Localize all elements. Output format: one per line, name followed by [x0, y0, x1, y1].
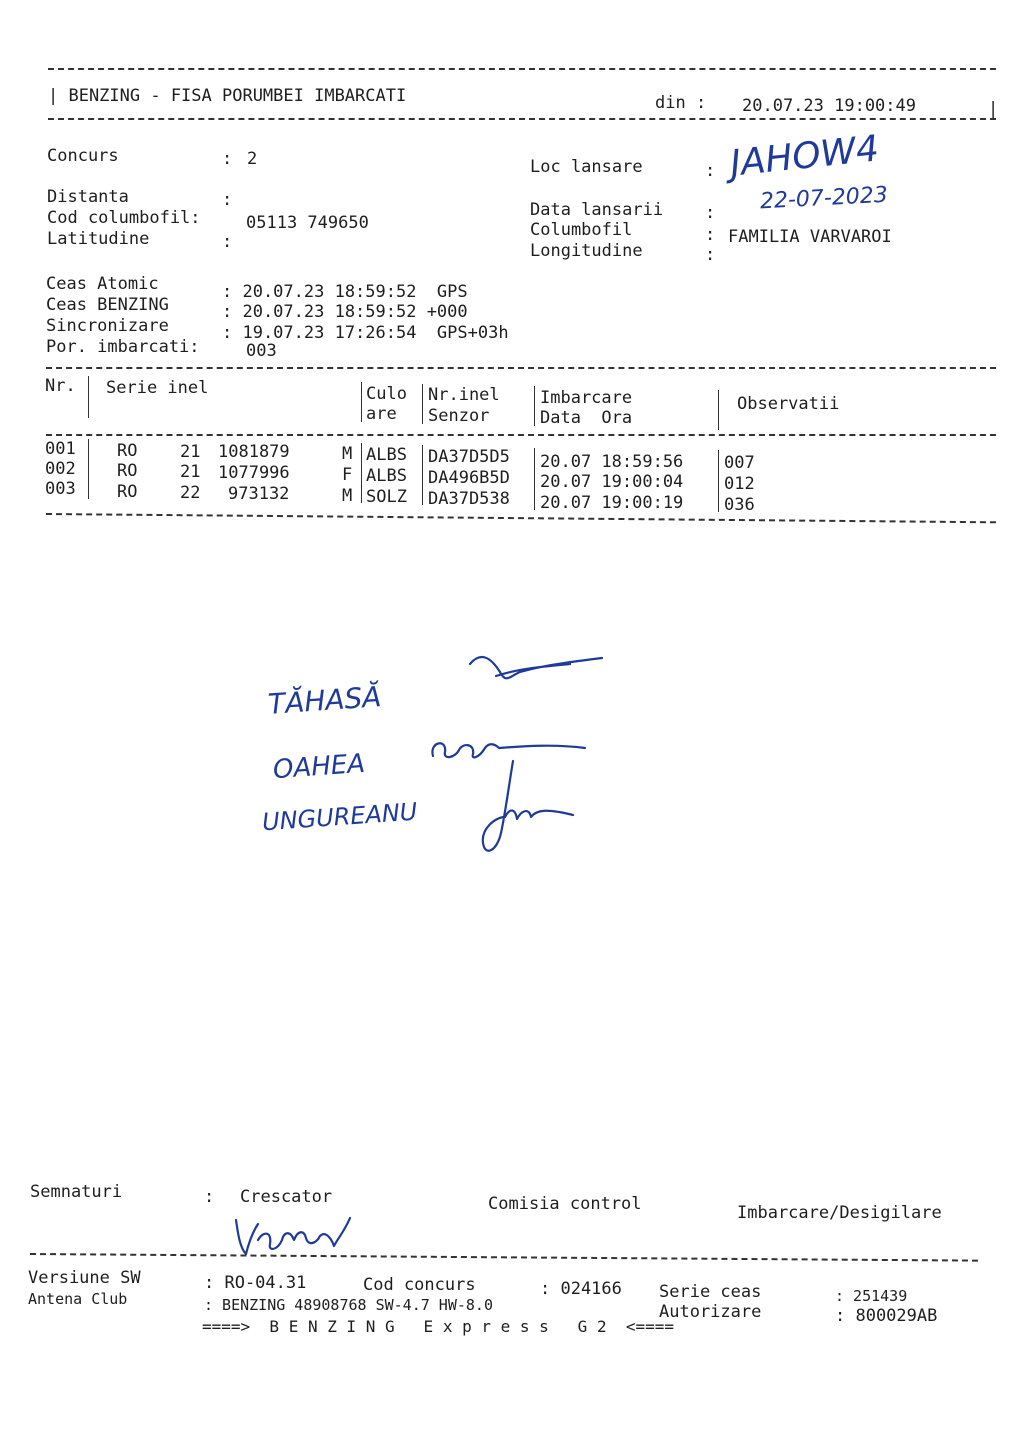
col-separator [88, 376, 89, 418]
concurs-sep: : [222, 149, 233, 169]
imbarcare-desigilare-label: Imbarcare/Desigilare [737, 1203, 942, 1223]
longitudine-label: Longitudine [530, 241, 643, 261]
col-separator [534, 386, 535, 426]
row-sex: F [342, 465, 353, 485]
distanta-sep: : [222, 190, 233, 210]
document-title: | BENZING - FISA PORUMBEI IMBARCATI [48, 86, 407, 106]
row-an: 21 [180, 442, 201, 462]
antena-club-label: Antena Club [28, 1290, 128, 1308]
cod-columbofil-value: 05113 749650 [246, 213, 369, 233]
sincronizare-value: : 19.07.23 17:26:54 GPS+03h [222, 323, 509, 343]
row-an: 21 [180, 462, 201, 482]
col-header-data-ora: Data Ora [540, 408, 633, 428]
row-separator [534, 448, 535, 510]
columbofil-sep: : [705, 225, 716, 245]
row-obs: 012 [724, 474, 755, 494]
row-tara: RO [117, 482, 138, 502]
comisia-control-label: Comisia control [488, 1194, 642, 1214]
row-tara: RO [117, 441, 138, 461]
row-data-ora: 20.07 19:00:19 [540, 493, 684, 513]
data-lansarii-sep: : [705, 203, 716, 223]
col-header-observatii: Observatii [737, 394, 840, 414]
col-header-nr-inel-1: Nr.inel [428, 385, 500, 405]
row-culoare: SOLZ [366, 487, 407, 507]
columbofil-value: FAMILIA VARVAROI [728, 227, 892, 247]
semnaturi-sep: : [204, 1187, 215, 1207]
concurs-label: Concurs [47, 146, 119, 166]
row-inel: 973132 [228, 484, 290, 504]
concurs-value: 2 [247, 149, 258, 169]
serie-ceas-value: : 251439 [835, 1287, 908, 1305]
row-separator [718, 450, 719, 512]
cod-concurs-value: : 024166 [540, 1279, 622, 1299]
row-tara: RO [117, 461, 138, 481]
distanta-label: Distanta [47, 187, 129, 207]
row-an: 22 [180, 483, 201, 503]
row-data-ora: 20.07 19:00:04 [540, 472, 684, 492]
col-separator [718, 390, 719, 430]
benzing-express-banner: ====> B E N Z I N G E x p r e s s G 2 <==== [202, 1317, 675, 1336]
din-label: din : [655, 93, 707, 113]
signature-1-icon [460, 650, 610, 690]
row-obs: 007 [724, 453, 755, 473]
ceas-atomic-value: : 20.07.23 18:59:52 GPS [222, 282, 468, 302]
autorizare-label: Autorizare [659, 1302, 762, 1322]
col-header-imbarcare: Imbarcare [540, 388, 633, 408]
ceas-benzing-value: : 20.07.23 18:59:52 +000 [222, 302, 468, 322]
signature-3-icon [465, 755, 580, 860]
sincronizare-label: Sincronizare [46, 316, 169, 336]
longitudine-sep: : [705, 245, 716, 265]
loc-lansare-sep: : [705, 161, 716, 181]
col-header-nr: Nr. [45, 376, 76, 396]
handwritten-name: UNGUREANU [261, 797, 419, 837]
antena-club-value: : BENZING 48908768 SW-4.7 HW-8.0 [204, 1296, 493, 1314]
header-right-bar: | [988, 99, 999, 119]
row-separator [361, 443, 362, 503]
row-culoare: ALBS [366, 445, 407, 465]
crescator-label: Crescator [240, 1187, 333, 1207]
row-senzor: DA37D538 [428, 489, 510, 509]
versiune-sw-label: Versiune SW [28, 1268, 141, 1288]
row-culoare: ALBS [366, 466, 407, 486]
row-nr: 001 [45, 439, 76, 459]
row-senzor: DA37D5D5 [428, 447, 510, 467]
columbofil-label: Columbofil [530, 220, 633, 240]
handwritten-name: OAHEA [272, 748, 366, 786]
data-lansarii-handwritten: 22-07-2023 [759, 182, 889, 215]
versiune-sw-value: : RO-04.31 [204, 1273, 307, 1293]
data-lansarii-label: Data lansarii [530, 200, 664, 220]
table-header-rule [46, 434, 996, 436]
header-top-rule [48, 68, 996, 70]
col-header-culoare-1: Culo [366, 384, 407, 404]
row-data-ora: 20.07 18:59:56 [540, 452, 684, 472]
autorizare-value: : 800029AB [835, 1306, 938, 1326]
por-imbarcati-value: 003 [246, 341, 277, 361]
col-header-nr-inel-2: Senzor [428, 406, 490, 426]
table-top-rule [46, 367, 996, 369]
table-bottom-rule [46, 513, 996, 523]
col-header-culoare-2: are [366, 404, 397, 424]
loc-lansare-handwritten: JAHOW4 [728, 128, 881, 185]
row-nr: 002 [45, 459, 76, 479]
semnaturi-label: Semnaturi [30, 1182, 123, 1202]
row-sex: M [342, 444, 353, 464]
row-inel: 1077996 [218, 463, 290, 483]
cod-concurs-label: Cod concurs [363, 1275, 476, 1295]
col-separator [361, 382, 362, 422]
header-bottom-rule [48, 118, 996, 120]
loc-lansare-label: Loc lansare [530, 157, 643, 177]
footer-top-rule [30, 1253, 978, 1262]
col-separator [422, 384, 423, 424]
row-separator [422, 445, 423, 505]
row-obs: 036 [724, 495, 755, 515]
row-separator [88, 439, 89, 499]
cod-columbofil-label: Cod columbofil: [47, 208, 201, 228]
ceas-atomic-label: Ceas Atomic [46, 274, 159, 294]
row-nr: 003 [45, 479, 76, 499]
row-senzor: DA496B5D [428, 468, 510, 488]
serie-ceas-label: Serie ceas [659, 1282, 762, 1302]
row-inel: 1081879 [218, 442, 290, 462]
din-value: 20.07.23 19:00:49 [742, 96, 916, 116]
ceas-benzing-label: Ceas BENZING [46, 295, 169, 315]
latitudine-sep: : [222, 232, 233, 252]
latitudine-label: Latitudine [47, 229, 150, 249]
row-sex: M [342, 486, 353, 506]
crescator-signature-icon [228, 1210, 368, 1260]
col-header-serie-inel: Serie inel [106, 378, 209, 398]
handwritten-name: TĂHASĂ [266, 680, 383, 721]
por-imbarcati-label: Por. imbarcati: [46, 337, 200, 357]
